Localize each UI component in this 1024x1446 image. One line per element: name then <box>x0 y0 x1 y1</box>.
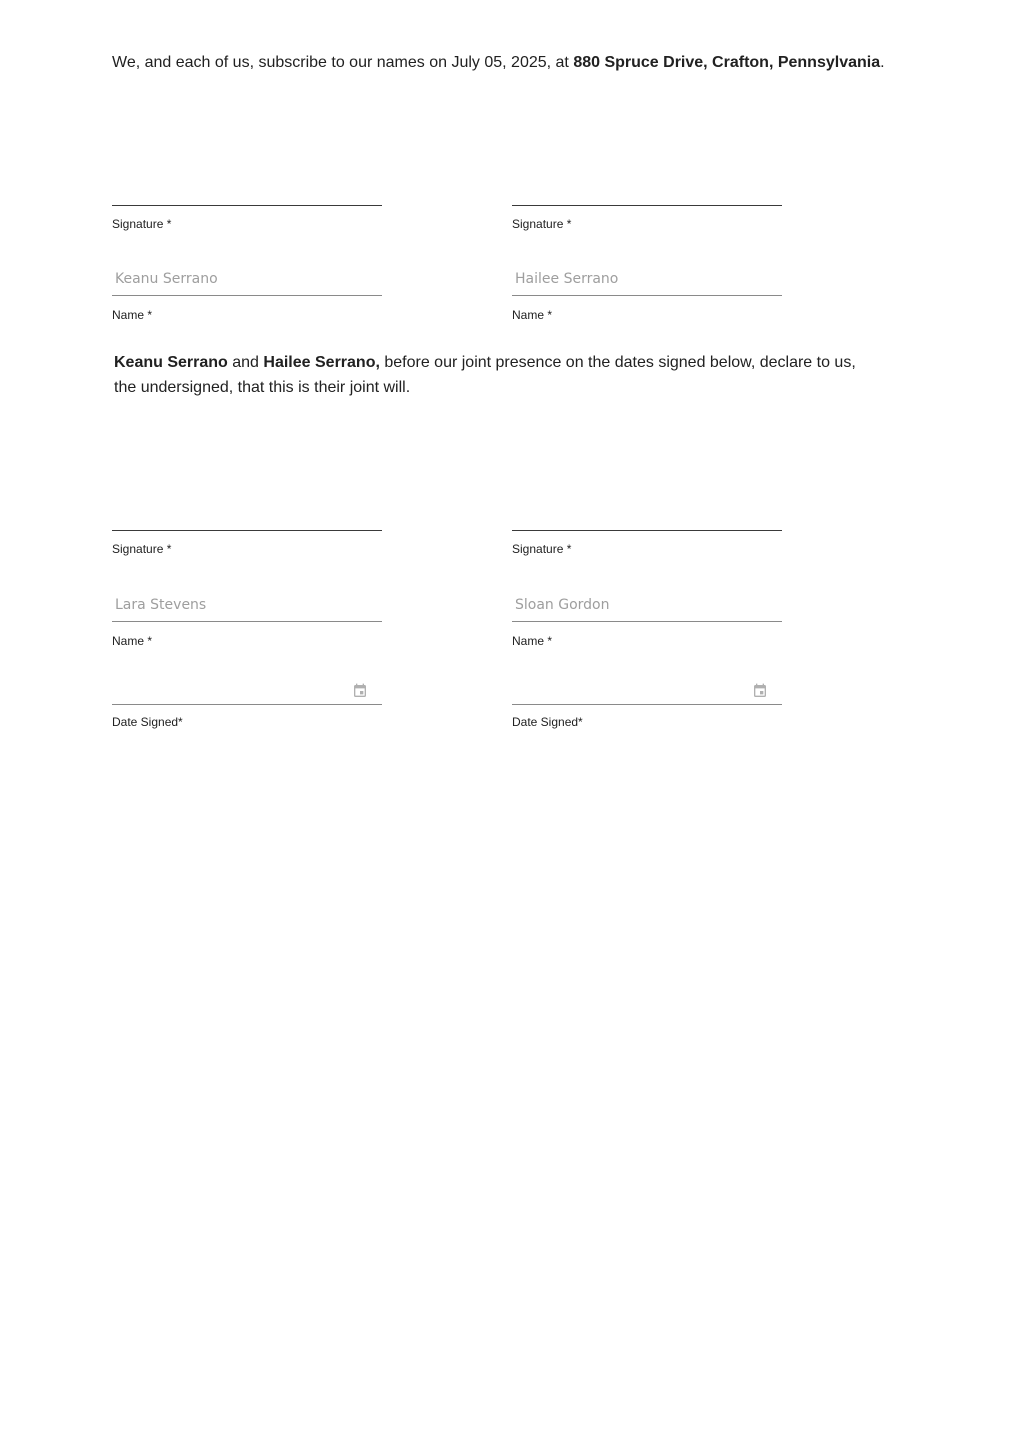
name-input[interactable] <box>112 588 382 622</box>
declaration-paragraph <box>114 350 874 400</box>
name-label: Name * <box>112 634 153 648</box>
signature-label: Signature * <box>112 542 172 556</box>
signature-field[interactable] <box>112 205 382 206</box>
intro-text-before: We, and each of us, subscribe to our names on July 05, 2025, at <box>112 54 574 71</box>
name-input[interactable] <box>512 588 782 622</box>
date-signed-input[interactable] <box>512 671 782 705</box>
declaration-conjunction: and <box>227 354 264 371</box>
name-input[interactable] <box>112 262 382 296</box>
name-input[interactable] <box>512 262 782 296</box>
name-label: Name * <box>112 308 153 322</box>
intro-address: 880 Spruce Drive, Crafton, Pennsylvania <box>573 54 881 71</box>
intro-text-after: . <box>880 54 885 71</box>
date-signed-input[interactable] <box>112 671 382 705</box>
declaration-name-2: Hailee Serrano, <box>263 354 380 371</box>
signature-field[interactable] <box>112 530 382 531</box>
declaration-name-1: Keanu Serrano <box>114 354 228 371</box>
signature-label: Signature * <box>512 542 572 556</box>
signature-field[interactable] <box>512 530 782 531</box>
name-label: Name * <box>512 308 553 322</box>
signature-label: Signature * <box>112 217 172 231</box>
declaration-text: before our joint presence on the dates signed below, declare to us, the undersigned, that this is their joint will. <box>114 354 856 396</box>
signature-label: Signature * <box>512 217 572 231</box>
calendar-icon[interactable] <box>752 683 768 699</box>
intro-paragraph <box>112 50 912 75</box>
name-label: Name * <box>512 634 553 648</box>
signature-field[interactable] <box>512 205 782 206</box>
date-signed-label: Date Signed* <box>112 715 183 729</box>
date-signed-label: Date Signed* <box>512 715 583 729</box>
calendar-icon[interactable] <box>352 683 368 699</box>
